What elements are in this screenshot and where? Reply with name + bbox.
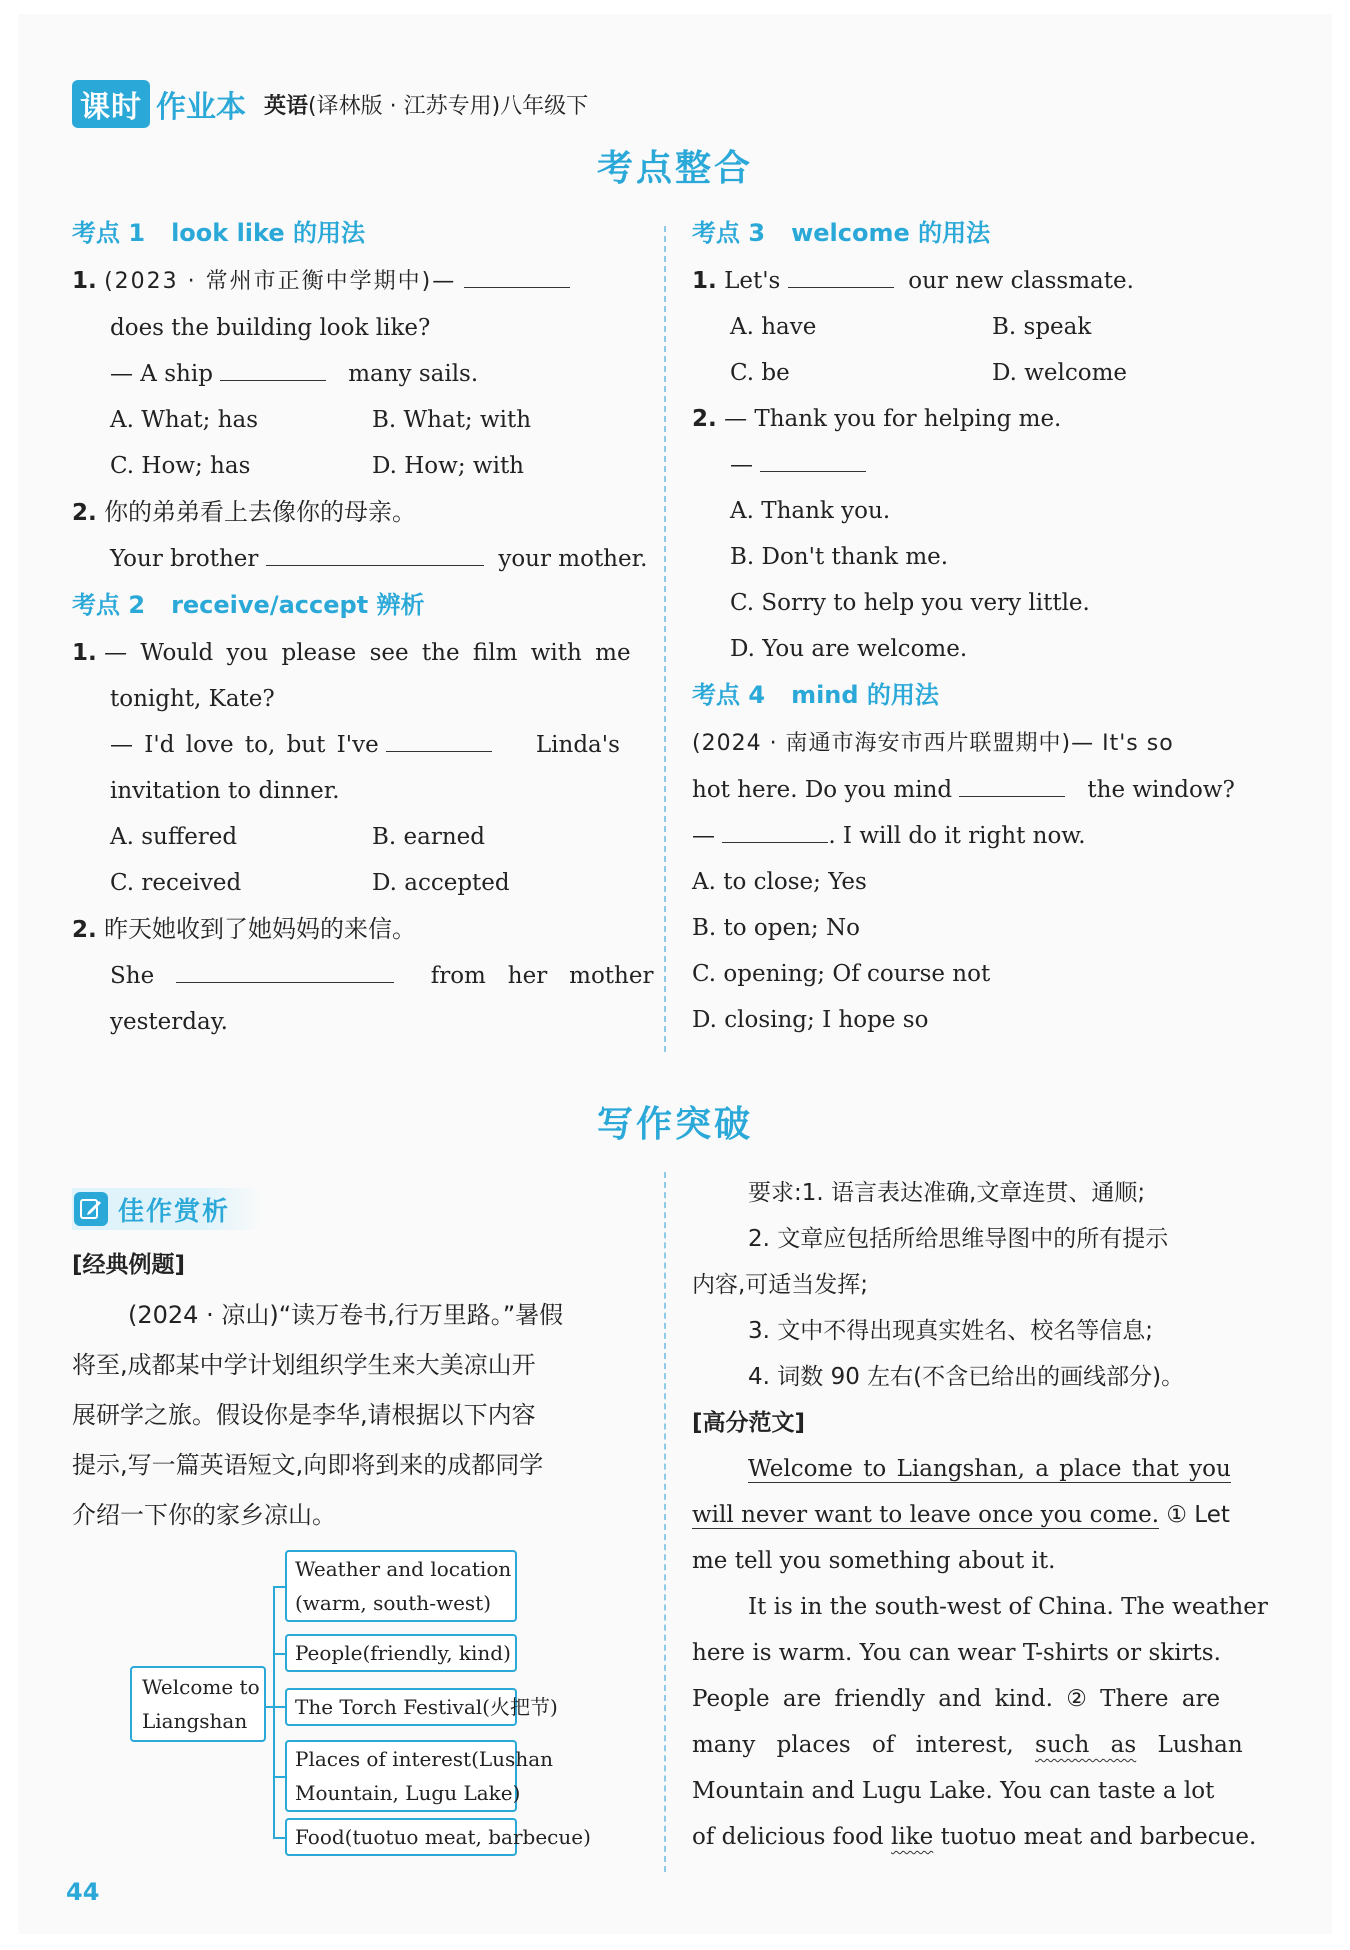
answer-blank[interactable] xyxy=(788,261,894,288)
options-row xyxy=(72,397,642,443)
question-text: — xyxy=(730,452,753,478)
question-line xyxy=(692,442,1272,488)
essay-underlined-text: Welcome to Liangshan, a place that you xyxy=(748,1456,1231,1482)
question-text: yesterday. xyxy=(110,1009,228,1035)
kaodian-2-heading xyxy=(72,582,642,628)
kaodian-3-title: welcome 的用法 xyxy=(791,219,991,247)
book-subtitle xyxy=(264,89,588,120)
essay-underlined-text: will never want to leave once you come. xyxy=(692,1502,1160,1528)
question-text: — A ship xyxy=(110,361,213,387)
option-a[interactable]: A. What; has xyxy=(110,407,259,433)
option-b[interactable]: B. Don't thank me. xyxy=(730,544,949,570)
essay-text: ① Let xyxy=(1166,1502,1230,1528)
question-text: the window? xyxy=(1087,777,1235,803)
option-c[interactable]: C. Sorry to help you very little. xyxy=(730,590,1090,616)
question-text: — I'd love to, but I've xyxy=(110,732,379,758)
kaodian-2-label: 考点 2 xyxy=(72,591,146,619)
subject-label: 英语 xyxy=(264,93,309,119)
essay-highlight-phrase: like xyxy=(890,1824,934,1850)
question-line xyxy=(72,953,654,999)
mindmap-connector xyxy=(273,1706,285,1708)
kaodian-4-label: 考点 4 xyxy=(692,681,766,709)
mindmap-connector xyxy=(273,1776,285,1778)
question-text: 你的弟弟看上去像你的母亲。 xyxy=(104,498,417,526)
page-number: 44 xyxy=(66,1878,100,1906)
essay-line: Mountain and Lugu Lake. You can taste a lot xyxy=(692,1778,1215,1804)
question-text: invitation to dinner. xyxy=(110,778,340,804)
question-line xyxy=(692,813,1272,859)
question-text: tonight, Kate? xyxy=(110,686,275,712)
requirement-line: 要求:1. 语言表达准确,文章连贯、通顺; xyxy=(748,1180,1146,1206)
question-number: 2. xyxy=(72,917,97,943)
question-number: 2. xyxy=(692,406,717,432)
question-number: 1. xyxy=(72,640,97,666)
option-d[interactable]: D. How; with xyxy=(372,453,524,479)
writing-prompt xyxy=(72,1240,652,1540)
question-line xyxy=(692,396,1272,442)
option-d[interactable]: D. welcome xyxy=(992,360,1128,386)
mindmap-branch-line: Places of interest(Lushan xyxy=(295,1747,553,1771)
option-d[interactable]: D. accepted xyxy=(372,870,510,896)
question-line xyxy=(72,258,642,305)
question-text: — xyxy=(692,823,715,849)
option-b[interactable]: B. What; with xyxy=(372,407,532,433)
mindmap-connector xyxy=(273,1586,285,1588)
essay-text: many places of interest, xyxy=(692,1732,1014,1758)
pencil-note-icon xyxy=(74,1192,108,1226)
mindmap-center xyxy=(130,1666,266,1742)
mindmap-center-line: Welcome to xyxy=(142,1675,260,1699)
left-column xyxy=(72,210,654,1045)
question-line xyxy=(72,489,642,536)
question-text: Let's xyxy=(724,268,781,294)
mindmap-branch-line: The Torch Festival(火把节) xyxy=(295,1695,558,1719)
question-text: (2024 · 南通市海安市西片联盟期中)— It's so xyxy=(692,731,1174,756)
answer-blank[interactable] xyxy=(959,770,1065,797)
kaodian-4-heading xyxy=(692,672,1272,718)
brand-logo xyxy=(72,80,246,128)
prompt-line: 介绍一下你的家乡凉山。 xyxy=(72,1501,336,1529)
excellent-work-badge xyxy=(72,1188,262,1230)
option-b[interactable]: B. speak xyxy=(992,314,1092,340)
mindmap-branch-line: Mountain, Lugu Lake) xyxy=(295,1781,521,1805)
answer-blank[interactable] xyxy=(220,354,326,381)
question-number: 2. xyxy=(72,500,97,526)
mindmap-branch-weather xyxy=(285,1550,517,1622)
option-b[interactable]: B. earned xyxy=(372,824,485,850)
header xyxy=(72,82,588,126)
essay-line xyxy=(692,1446,1272,1492)
prompt-line: (2024 · 凉山)“读万卷书,行万里路。”暑假 xyxy=(128,1301,564,1329)
question-line xyxy=(72,351,642,397)
essay-line xyxy=(692,1814,1272,1860)
prompt-line: 将至,成都某中学计划组织学生来大美凉山开 xyxy=(72,1351,536,1379)
requirement-line: 内容,可适当发挥; xyxy=(692,1272,869,1298)
requirement-line: 3. 文中不得出现真实姓名、校名等信息; xyxy=(748,1318,1154,1344)
essay-text: of delicious food xyxy=(692,1824,884,1850)
mindmap-branch-line: (warm, south-west) xyxy=(295,1591,492,1615)
options-row xyxy=(72,814,642,860)
right-column xyxy=(692,210,1272,1043)
requirement-line: 4. 词数 90 左右(不含已给出的画线部分)。 xyxy=(748,1364,1185,1390)
option-a[interactable]: A. to close; Yes xyxy=(692,869,867,895)
option-a[interactable]: A. have xyxy=(730,314,817,340)
question-text: — Would you please see the film with me xyxy=(104,640,631,666)
question-source: (2023 · 常州市正衡中学期中)— xyxy=(104,269,457,294)
mindmap-connector xyxy=(273,1653,285,1655)
question-text: Linda's xyxy=(535,732,620,758)
option-a[interactable]: A. Thank you. xyxy=(730,498,891,524)
mindmap-trunk xyxy=(273,1586,275,1838)
question-text: — Thank you for helping me. xyxy=(724,406,1062,432)
essay-highlight-phrase: such as xyxy=(1035,1732,1137,1758)
kaodian-2-title: receive/accept 辨析 xyxy=(171,591,425,619)
prompt-line: 提示,写一篇英语短文,向即将到来的成都同学 xyxy=(72,1451,544,1479)
options-row xyxy=(692,304,1272,350)
mindmap-branch-line: Food(tuotuo meat, barbecue) xyxy=(295,1825,591,1849)
options-row xyxy=(72,860,642,906)
question-text: your mother. xyxy=(498,546,648,572)
essay-line xyxy=(692,1492,1272,1538)
kaodian-1-label: 考点 1 xyxy=(72,219,146,247)
options-row xyxy=(72,443,642,489)
mindmap-branch-line: People(friendly, kind) xyxy=(295,1641,511,1665)
option-c[interactable]: C. received xyxy=(110,870,242,896)
question-line xyxy=(692,720,1272,767)
edition-label: (译林版 · 江苏专用)八年级下 xyxy=(308,93,589,119)
question-line xyxy=(72,630,642,676)
question-line xyxy=(72,722,642,768)
answer-blank[interactable] xyxy=(386,725,492,752)
requirement-line: 2. 文章应包括所给思维导图中的所有提示 xyxy=(748,1226,1169,1252)
question-text: . I will do it right now. xyxy=(828,823,1086,849)
logo-box: 课时 xyxy=(72,80,150,128)
kaodian-4-title: mind 的用法 xyxy=(791,681,939,709)
essay-line: People are friendly and kind. ② There are xyxy=(692,1686,1221,1712)
question-text: Your brother xyxy=(110,546,259,572)
question-text: our new classmate. xyxy=(908,268,1134,294)
question-number: 1. xyxy=(72,268,97,294)
question-line xyxy=(692,258,1272,304)
question-text: many sails. xyxy=(348,361,479,387)
answer-blank[interactable] xyxy=(760,445,866,472)
mindmap-branch-places xyxy=(285,1740,553,1812)
question-text: from her mother xyxy=(430,963,654,989)
kaodian-1-heading xyxy=(72,210,642,256)
mindmap-branch-festival xyxy=(285,1688,558,1726)
mindmap-branch-line: Weather and location xyxy=(295,1557,512,1581)
kaodian-3-heading xyxy=(692,210,1272,256)
option-d[interactable]: D. closing; I hope so xyxy=(692,1007,929,1033)
kaodian-3-label: 考点 3 xyxy=(692,219,766,247)
essay-line: It is in the south-west of China. The weather xyxy=(748,1594,1268,1620)
essay-text: Lushan xyxy=(1157,1732,1243,1758)
question-text: She xyxy=(110,963,155,989)
kaodian-1-title: look like 的用法 xyxy=(171,219,365,247)
question-text: hot here. Do you mind xyxy=(692,777,953,803)
question-line xyxy=(692,767,1272,813)
mindmap-branch-food xyxy=(285,1818,591,1856)
question-text: does the building look like? xyxy=(110,315,431,341)
section-title-kaodian: 考点整合 xyxy=(596,148,753,189)
mindmap-branch-people xyxy=(285,1634,517,1672)
answer-blank[interactable] xyxy=(266,539,484,566)
option-a[interactable]: A. suffered xyxy=(110,824,238,850)
example-label: [经典例题] xyxy=(72,1252,186,1278)
answer-blank[interactable] xyxy=(176,956,394,983)
section-title-writing: 写作突破 xyxy=(596,1104,753,1145)
option-b[interactable]: B. to open; No xyxy=(692,915,860,941)
mindmap-center-line: Liangshan xyxy=(142,1709,248,1733)
essay-line: me tell you something about it. xyxy=(692,1548,1056,1574)
question-line xyxy=(72,906,642,953)
logo-text: 作业本 xyxy=(156,90,246,125)
question-line xyxy=(72,536,648,582)
question-number: 1. xyxy=(692,268,717,294)
option-c[interactable]: C. opening; Of course not xyxy=(692,961,991,987)
option-c[interactable]: C. How; has xyxy=(110,453,251,479)
column-divider xyxy=(664,1172,666,1872)
option-d[interactable]: D. You are welcome. xyxy=(730,636,968,662)
model-essay-label: [高分范文] xyxy=(692,1410,806,1436)
mindmap-connector xyxy=(273,1837,285,1839)
answer-blank[interactable] xyxy=(722,816,828,843)
writing-requirements xyxy=(692,1170,1272,1860)
essay-line xyxy=(692,1722,1272,1768)
essay-line: here is warm. You can wear T-shirts or skirts. xyxy=(692,1640,1221,1666)
options-row xyxy=(692,350,1272,396)
essay-text: tuotuo meat and barbecue. xyxy=(940,1824,1257,1850)
answer-blank[interactable] xyxy=(464,261,570,288)
column-divider xyxy=(664,226,666,1052)
option-c[interactable]: C. be xyxy=(730,360,790,386)
prompt-line: 展研学之旅。假设你是李华,请根据以下内容 xyxy=(72,1401,536,1429)
question-text: 昨天她收到了她妈妈的来信。 xyxy=(104,915,417,943)
badge-label: 佳作赏析 xyxy=(118,1196,231,1227)
